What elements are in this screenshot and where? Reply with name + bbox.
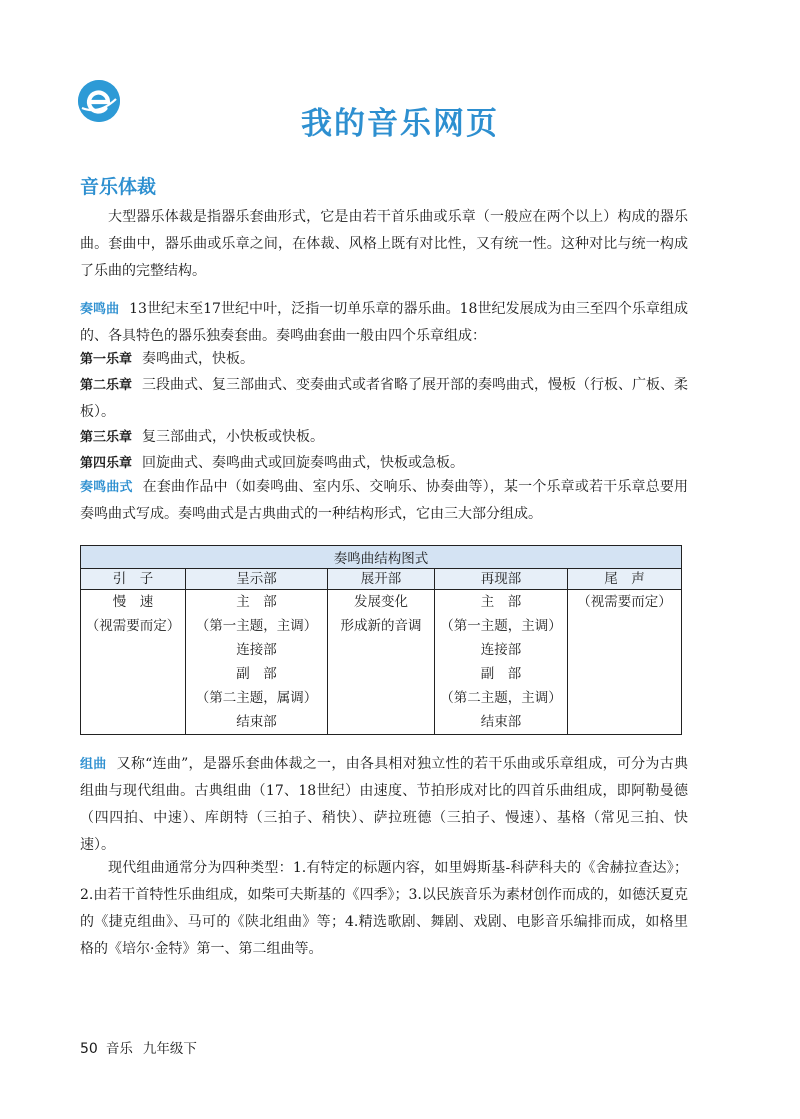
suite-term: 组曲 [80, 757, 107, 772]
table-cell-coda [568, 590, 682, 735]
table-cell-line: 结束部 [236, 714, 277, 730]
table-cell-line: 主 部 [480, 594, 522, 610]
modern-suite-paragraph: 现代组曲通常分为四种类型：1.有特定的标题内容，如里姆斯基-科萨科夫的《舍赫拉查达》；2.由若干首特性乐曲组成，如柴可夫斯基的《四季》；3.以民族音乐为素材创作而成的，如德沃夏克的《捷克组曲》、马可的《陕北组曲》等；4.精选歌剧、舞剧、戏剧、电影音乐编排而成，如格里格的《培尔·金特》第一、第二组曲等。 [80, 860, 688, 957]
table-cell-line: 慢 速 [112, 594, 154, 610]
table-cell-line: 结束部 [480, 714, 522, 730]
footer-grade: 九年级下 [142, 1041, 197, 1057]
table-cell-line: （第二主题，主调） [440, 690, 562, 706]
footer-subject: 音乐 [105, 1041, 133, 1057]
movement-text: 回旋曲式、奏鸣曲式或回旋奏鸣曲式，快板或急板。 [142, 455, 465, 471]
table-body-row [81, 590, 682, 735]
movement-text: 奏鸣曲式，快板。 [142, 351, 255, 367]
table-cell-line: 主 部 [236, 594, 277, 610]
table-header-cell: 呈示部 [186, 569, 328, 590]
table-cell-line: （视需要而定） [85, 618, 181, 634]
table-header-row [81, 569, 682, 590]
table-cell-line: 副 部 [480, 666, 522, 682]
table-cell-intro [81, 590, 186, 735]
movement-label: 第四乐章 [80, 456, 133, 471]
intro-paragraph: 大型器乐体裁是指器乐套曲形式，它是由若干首乐曲或乐章（一般应在两个以上）构成的器乐曲。套曲中，器乐曲或乐章之间，在体裁、风格上既有对比性，又有统一性。这种对比与统一构成了乐曲的完整结构。 [80, 209, 688, 279]
table-cell-line: （第二主题，属调） [195, 690, 318, 706]
table-cell-line: 形成新的音调 [340, 618, 422, 634]
table-cell-line: （第一主题，主调） [195, 618, 318, 634]
table-cell-line: （第一主题，主调） [440, 618, 562, 634]
table-cell-line: 发展变化 [354, 594, 408, 610]
table-header-cell: 尾 声 [568, 569, 682, 590]
suite-text: 又称“连曲”，是器乐套曲体裁之一，由各具相对独立性的若干乐曲或乐章组成，可分为古典组曲与现代组曲。古典组曲（17、18世纪）由速度、节拍形成对比的四首乐曲组成，即阿勒曼德（四四拍、中速）、库朗特（三拍子、稍快）、萨拉班德（三拍子、慢速）、基格（常见三拍、快速）。 [80, 756, 688, 853]
table-caption: 奏鸣曲结构图式 [81, 546, 682, 569]
suite-paragraph [80, 751, 688, 859]
sonata-form-paragraph [80, 474, 688, 528]
table-header-cell: 引 子 [81, 569, 186, 590]
table-cell-exposition [186, 590, 328, 735]
table-header-cell: 展开部 [328, 569, 435, 590]
movement-row [80, 372, 688, 426]
table-cell-recapitulation [435, 590, 568, 735]
sonata-term: 奏鸣曲 [80, 302, 120, 317]
sonata-paragraph [80, 296, 688, 350]
sonata-form-term: 奏鸣曲式 [80, 480, 133, 495]
movement-label: 第一乐章 [80, 352, 133, 367]
table-cell-line: 连接部 [236, 642, 277, 658]
movement-label: 第三乐章 [80, 430, 133, 445]
movement-text: 三段曲式、复三部曲式、变奏曲式或者省略了展开部的奏鸣曲式，慢板（行板、广板、柔板）。 [80, 377, 689, 420]
table-cell-line: （视需要而定） [577, 594, 672, 610]
movement-label: 第二乐章 [80, 378, 133, 393]
sonata-structure-table [80, 545, 682, 735]
table-cell-line: 连接部 [480, 642, 522, 658]
movement-row [80, 346, 688, 373]
page-footer [80, 1037, 197, 1057]
page-title: 我的音乐网页 [301, 106, 499, 142]
sonata-form-text: 在套曲作品中（如奏鸣曲、室内乐、交响乐、协奏曲等），某一个乐章或若干乐章总要用奏鸣曲式写成。奏鸣曲式是古典曲式的一种结构形式，它由三大部分组成。 [80, 479, 688, 522]
page-number: 50 [80, 1041, 98, 1057]
section-heading: 音乐体裁 [80, 176, 157, 198]
table-header-cell: 再现部 [435, 569, 568, 590]
movement-row [80, 450, 688, 477]
movement-row [80, 424, 688, 451]
movement-text: 复三部曲式，小快板或快板。 [142, 429, 325, 445]
table-cell-development [328, 590, 435, 735]
table-cell-line: 副 部 [236, 666, 277, 682]
sonata-text: 13世纪末至17世纪中叶，泛指一切单乐章的器乐曲。18世纪发展成为由三至四个乐章组成的、各具特色的器乐独奏套曲。奏鸣曲套曲一般由四个乐章组成： [80, 301, 688, 344]
